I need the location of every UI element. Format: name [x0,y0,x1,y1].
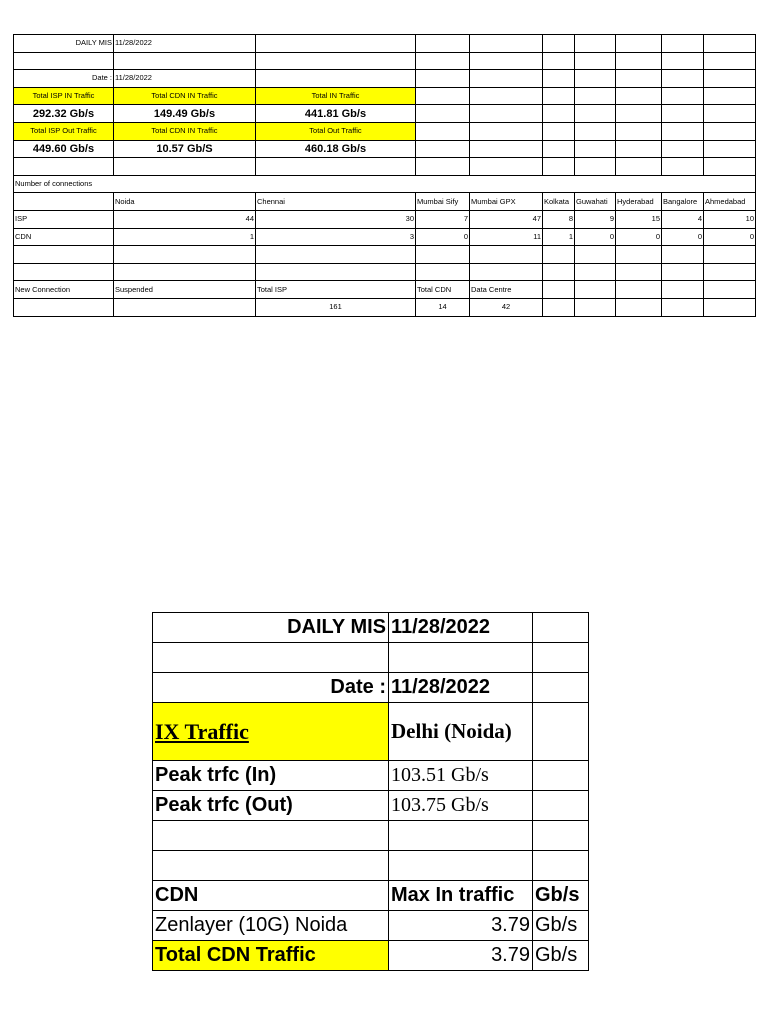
empty-cell [153,821,389,851]
location-label: Delhi (Noida) [389,703,533,761]
empty-cell [704,246,756,264]
table-row [14,210,756,228]
empty-cell [575,105,616,123]
connections-label: Number of connections [14,175,756,193]
peak-out-value: 103.75 Gb/s [389,791,533,821]
cdn-count: 0 [416,228,470,246]
empty-cell [575,246,616,264]
cdn-row-label: CDN [14,228,114,246]
empty-cell [662,158,704,176]
empty-cell [543,281,575,299]
empty-cell [575,70,616,88]
table-row [153,851,589,881]
cdn-count: 0 [575,228,616,246]
table-row [14,122,756,140]
city-guwahati: Guwahati [575,193,616,211]
empty-cell [416,122,470,140]
empty-cell [416,246,470,264]
footer-header-data-centre: Data Centre [470,281,543,299]
empty-cell [153,643,389,673]
date-value: 11/28/2022 [389,673,533,703]
empty-cell [389,821,533,851]
table-row [14,175,756,193]
city-hyderabad: Hyderabad [616,193,662,211]
max-in-header: Max In traffic [389,881,533,911]
table-row [153,703,589,761]
cdn-count: 0 [616,228,662,246]
table-row [14,105,756,123]
empty-cell [14,263,114,281]
isp-count: 44 [114,210,256,228]
isp-row-label: ISP [14,210,114,228]
daily-mis-summary-table [13,34,756,317]
footer-header-suspended: Suspended [114,281,256,299]
empty-cell [662,122,704,140]
empty-cell [470,87,543,105]
value-isp-in: 292.32 Gb/s [14,105,114,123]
footer-value-data-centre: 42 [470,298,543,316]
empty-cell [416,158,470,176]
empty-cell [470,70,543,88]
mis-label: DAILY MIS [14,35,114,53]
empty-cell [662,52,704,70]
empty-cell [543,263,575,281]
cdn-header: CDN [153,881,389,911]
footer-header-new-connection: New Connection [14,281,114,299]
footer-value-suspended [114,298,256,316]
empty-cell [416,70,470,88]
empty-cell [704,70,756,88]
total-cdn-unit: Gb/s [533,941,589,971]
table-row [14,246,756,264]
empty-cell [662,246,704,264]
empty-cell [543,87,575,105]
footer-header-total-cdn: Total CDN [416,281,470,299]
isp-count: 15 [616,210,662,228]
empty-cell [389,851,533,881]
empty-cell [575,87,616,105]
table-row [14,52,756,70]
empty-cell [575,263,616,281]
empty-cell [616,52,662,70]
date-value: 11/28/2022 [114,70,256,88]
city-mumbai-sify: Mumbai Sify [416,193,470,211]
table-row [14,35,756,53]
header-isp-out: Total ISP Out Traffic [14,122,114,140]
value-total-out: 460.18 Gb/s [256,140,416,158]
table-row [14,70,756,88]
city-mumbai-gpx: Mumbai GPX [470,193,543,211]
date-label: Date : [153,673,389,703]
table-row [153,761,589,791]
value-isp-out: 449.60 Gb/s [14,140,114,158]
empty-cell [470,122,543,140]
empty-cell [470,158,543,176]
empty-cell [256,70,416,88]
empty-cell [416,105,470,123]
cdn-count: 0 [704,228,756,246]
total-cdn-label: Total CDN Traffic [153,941,389,971]
mis-label: DAILY MIS [153,613,389,643]
table-row [153,673,589,703]
cdn-count: 1 [543,228,575,246]
empty-cell [662,87,704,105]
empty-cell [470,52,543,70]
empty-cell [533,851,589,881]
city-bangalore: Bangalore [662,193,704,211]
cdn-count: 3 [256,228,416,246]
header-cdn-in-2: Total CDN IN Traffic [114,122,256,140]
empty-cell [662,281,704,299]
cdn-count: 11 [470,228,543,246]
empty-cell [256,246,416,264]
empty-cell [616,263,662,281]
empty-cell [470,140,543,158]
empty-cell [616,246,662,264]
empty-cell [575,281,616,299]
empty-cell [616,140,662,158]
header-cdn-in: Total CDN IN Traffic [114,87,256,105]
peak-in-label: Peak trfc (In) [153,761,389,791]
empty-cell [704,122,756,140]
table-row [14,228,756,246]
city-ahmedabad: Ahmedabad [704,193,756,211]
empty-cell [256,52,416,70]
isp-count: 7 [416,210,470,228]
empty-cell [704,140,756,158]
isp-count: 47 [470,210,543,228]
empty-cell [470,105,543,123]
mis-date: 11/28/2022 [389,613,533,643]
table-row [153,613,589,643]
empty-cell [533,643,589,673]
ix-traffic-table [152,612,589,971]
peak-out-label: Peak trfc (Out) [153,791,389,821]
empty-cell [575,298,616,316]
cdn-provider-name: Zenlayer (10G) Noida [153,911,389,941]
empty-cell [616,87,662,105]
empty-cell [704,52,756,70]
empty-cell [662,140,704,158]
header-isp-in: Total ISP IN Traffic [14,87,114,105]
empty-cell [704,105,756,123]
empty-cell [662,70,704,88]
empty-cell [704,158,756,176]
ix-traffic-label: IX Traffic [153,703,389,761]
empty-cell [575,122,616,140]
table-row [14,140,756,158]
cdn-provider-value: 3.79 [389,911,533,941]
cdn-provider-unit: Gb/s [533,911,589,941]
empty-cell [153,851,389,881]
city-chennai: Chennai [256,193,416,211]
empty-cell [543,158,575,176]
city-noida: Noida [114,193,256,211]
empty-cell [543,105,575,123]
empty-cell [704,298,756,316]
table-row [153,643,589,673]
value-total-in: 441.81 Gb/s [256,105,416,123]
empty-cell [14,246,114,264]
empty-cell [704,87,756,105]
empty-cell [543,140,575,158]
city-kolkata: Kolkata [543,193,575,211]
empty-cell [416,52,470,70]
empty-cell [14,193,114,211]
footer-value-new-connection [14,298,114,316]
empty-cell [575,52,616,70]
empty-cell [616,122,662,140]
empty-cell [114,158,256,176]
empty-cell [114,52,256,70]
empty-cell [14,158,114,176]
empty-cell [543,122,575,140]
empty-cell [616,158,662,176]
date-label: Date : [14,70,114,88]
empty-cell [704,263,756,281]
table-row [153,821,589,851]
table-row [14,87,756,105]
cdn-count: 0 [662,228,704,246]
cdn-count: 1 [114,228,256,246]
empty-cell [543,246,575,264]
empty-cell [662,105,704,123]
isp-count: 10 [704,210,756,228]
empty-cell [14,52,114,70]
empty-cell [662,298,704,316]
footer-value-total-isp: 161 [256,298,416,316]
peak-in-value: 103.51 Gb/s [389,761,533,791]
table-row [14,298,756,316]
footer-header-total-isp: Total ISP [256,281,416,299]
unit-header: Gb/s [533,881,589,911]
table-row [14,281,756,299]
table-row [153,791,589,821]
isp-count: 4 [662,210,704,228]
empty-cell [616,298,662,316]
table-row [14,263,756,281]
empty-cell [616,105,662,123]
empty-cell [256,158,416,176]
empty-cell [533,821,589,851]
header-total-out: Total Out Traffic [256,122,416,140]
isp-count: 8 [543,210,575,228]
empty-cell [256,263,416,281]
empty-cell [114,263,256,281]
total-cdn-value: 3.79 [389,941,533,971]
empty-cell [543,70,575,88]
empty-cell [616,70,662,88]
empty-cell [470,246,543,264]
mis-date: 11/28/2022 [114,35,256,53]
header-total-in: Total IN Traffic [256,87,416,105]
table-row [153,911,589,941]
empty-cell [416,87,470,105]
table-row [153,881,589,911]
footer-value-total-cdn: 14 [416,298,470,316]
empty-cell [543,52,575,70]
table-row [153,941,589,971]
empty-cell [389,643,533,673]
value-cdn-out: 10.57 Gb/S [114,140,256,158]
isp-count: 30 [256,210,416,228]
isp-count: 9 [575,210,616,228]
empty-cell [575,158,616,176]
empty-cell [470,263,543,281]
empty-cell [416,263,470,281]
empty-cell [543,298,575,316]
value-cdn-in: 149.49 Gb/s [114,105,256,123]
empty-cell [416,140,470,158]
empty-cell [575,140,616,158]
empty-cell [704,281,756,299]
table-row [14,158,756,176]
empty-cell [114,246,256,264]
table-row [14,193,756,211]
empty-cell [662,263,704,281]
empty-cell [616,281,662,299]
